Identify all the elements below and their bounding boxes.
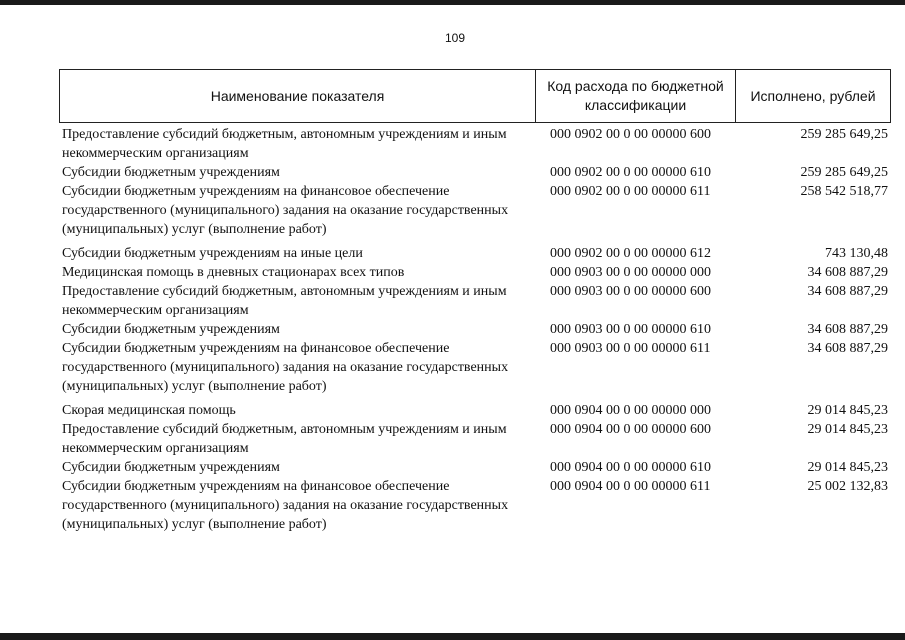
header-code-column: Код расхода по бюджетной классификации	[536, 70, 736, 122]
table-row	[62, 320, 888, 339]
row-code: 000 0902 00 0 00 00000 612	[550, 246, 711, 261]
row-code: 000 0902 00 0 00 00000 611	[550, 184, 711, 199]
page-number: 109	[444, 31, 466, 45]
table-row	[62, 263, 888, 282]
table-row	[62, 458, 888, 477]
table-row	[62, 339, 888, 396]
scan-top-border	[0, 0, 905, 5]
row-name: Скорая медицинская помощь	[62, 403, 236, 418]
table-row	[62, 420, 888, 458]
row-code: 000 0904 00 0 00 00000 000	[550, 403, 711, 418]
row-code: 000 0903 00 0 00 00000 611	[550, 341, 711, 356]
row-name: Субсидии бюджетным учреждениям на финансовое обеспечение государственного (муниципального) задания на оказание государственных (муниципальных) услуг (выполнение работ)	[62, 479, 509, 532]
row-code: 000 0903 00 0 00 00000 000	[550, 265, 711, 280]
table-row	[62, 282, 888, 320]
row-amount: 34 608 887,29	[807, 341, 888, 356]
row-code: 000 0904 00 0 00 00000 610	[550, 460, 711, 475]
row-code: 000 0903 00 0 00 00000 610	[550, 322, 711, 337]
header-amount-column: Исполнено, рублей	[750, 87, 876, 104]
header-name-column: Наименование показателя	[60, 70, 536, 122]
row-code: 000 0904 00 0 00 00000 600	[550, 422, 711, 437]
row-amount: 258 542 518,77	[800, 184, 888, 199]
row-name: Медицинская помощь в дневных стационарах всех типов	[62, 265, 405, 280]
table-header	[59, 69, 891, 123]
row-name: Субсидии бюджетным учреждениям на иные цели	[62, 246, 363, 261]
table-row	[62, 477, 888, 534]
row-name: Субсидии бюджетным учреждениям	[62, 165, 280, 180]
row-amount: 259 285 649,25	[800, 127, 888, 142]
row-name: Субсидии бюджетным учреждениям на финансовое обеспечение государственного (муниципального) задания на оказание государственных (муниципальных) услуг (выполнение работ)	[62, 184, 509, 237]
row-name: Субсидии бюджетным учреждениям на финансовое обеспечение государственного (муниципального) задания на оказание государственных (муниципальных) услуг (выполнение работ)	[62, 341, 509, 394]
table-row	[62, 125, 888, 163]
table-body	[62, 125, 888, 534]
row-amount: 29 014 845,23	[807, 460, 888, 475]
row-amount: 34 608 887,29	[807, 322, 888, 337]
row-code: 000 0902 00 0 00 00000 600	[550, 127, 711, 142]
row-name: Предоставление субсидий бюджетным, автономным учреждениям и иным некоммерческим организациям	[62, 284, 507, 318]
row-name: Предоставление субсидий бюджетным, автономным учреждениям и иным некоммерческим организациям	[62, 127, 507, 161]
row-code: 000 0902 00 0 00 00000 610	[550, 165, 711, 180]
table-row	[62, 163, 888, 182]
table-row	[62, 182, 888, 239]
row-amount: 25 002 132,83	[807, 479, 888, 494]
row-name: Субсидии бюджетным учреждениям	[62, 460, 280, 475]
row-name: Предоставление субсидий бюджетным, автономным учреждениям и иным некоммерческим организациям	[62, 422, 507, 456]
row-amount: 29 014 845,23	[807, 403, 888, 418]
row-amount: 34 608 887,29	[807, 265, 888, 280]
row-amount: 743 130,48	[825, 246, 888, 261]
row-code: 000 0903 00 0 00 00000 600	[550, 284, 711, 299]
row-name: Субсидии бюджетным учреждениям	[62, 322, 280, 337]
row-amount: 29 014 845,23	[807, 422, 888, 437]
row-amount: 34 608 887,29	[807, 284, 888, 299]
table-row	[62, 401, 888, 420]
row-amount: 259 285 649,25	[800, 165, 888, 180]
table-row	[62, 244, 888, 263]
row-code: 000 0904 00 0 00 00000 611	[550, 479, 711, 494]
scan-bottom-border	[0, 633, 905, 640]
